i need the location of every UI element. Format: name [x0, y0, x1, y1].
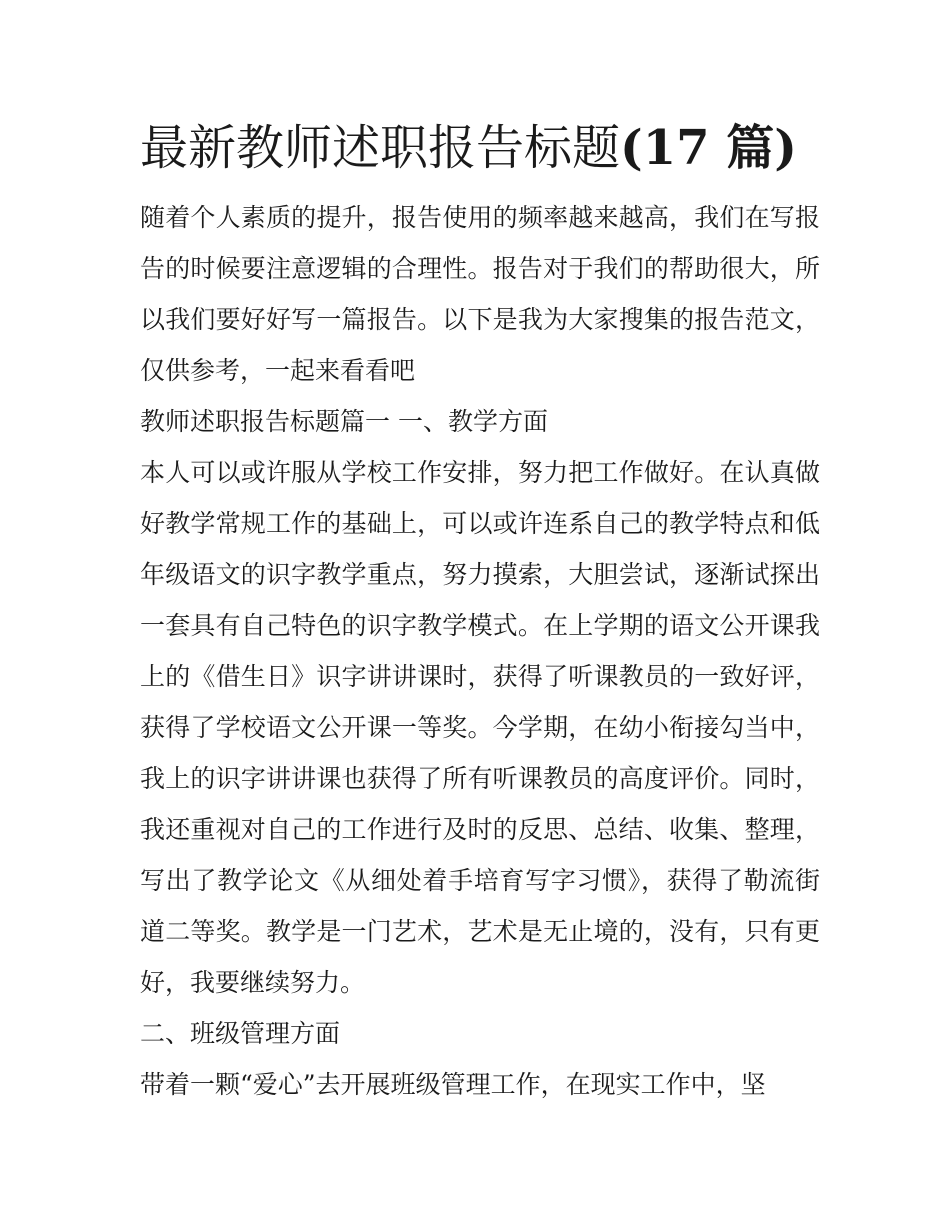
title-count: (17 篇)	[620, 120, 797, 176]
document-content	[140, 112, 820, 1110]
class-management-paragraph: 带着一颗“爱心”去开展班级管理工作，在现实工作中，坚	[140, 1070, 766, 1099]
document-title	[140, 112, 820, 184]
section-heading-class-management: 二、班级管理方面	[140, 1019, 341, 1048]
intro-paragraph: 随着个人素质的提升，报告使用的频率越来越高，我们在写报告的时候要注意逻辑的合理性。报告对于我们的帮助很大，所以我们要好好写一篇报告。以下是我为大家搜集的报告范文，仅供参考，一起来看看吧	[140, 203, 820, 385]
section-heading-teaching: 教师述职报告标题篇一 一、教学方面	[140, 407, 548, 436]
title-text: 最新教师述职报告标题	[140, 120, 621, 176]
teaching-paragraph: 本人可以或许服从学校工作安排，努力把工作做好。在认真做好教学常规工作的基础上，可以或许连系自己的教学特点和低年级语文的识字教学重点，努力摸索，大胆尝试，逐渐试探出一套具有自己特色的识字教学模式。在上学期的语文公开课我上的《借生日》识字讲讲课时，获得了听课教员的一致好评，获得了学校语文公开课一等奖。今学期，在幼小衔接勾当中，我上的识字讲讲课也获得了所有听课教员的高度评价。同时，我还重视对自己的工作进行及时的反思、总结、收集、整理，写出了教学论文《从细处着手培育写字习惯》，获得了勒流街道二等奖。教学是一门艺术，艺术是无止境的，没有，只有更好，我要继续努力。	[140, 458, 820, 997]
